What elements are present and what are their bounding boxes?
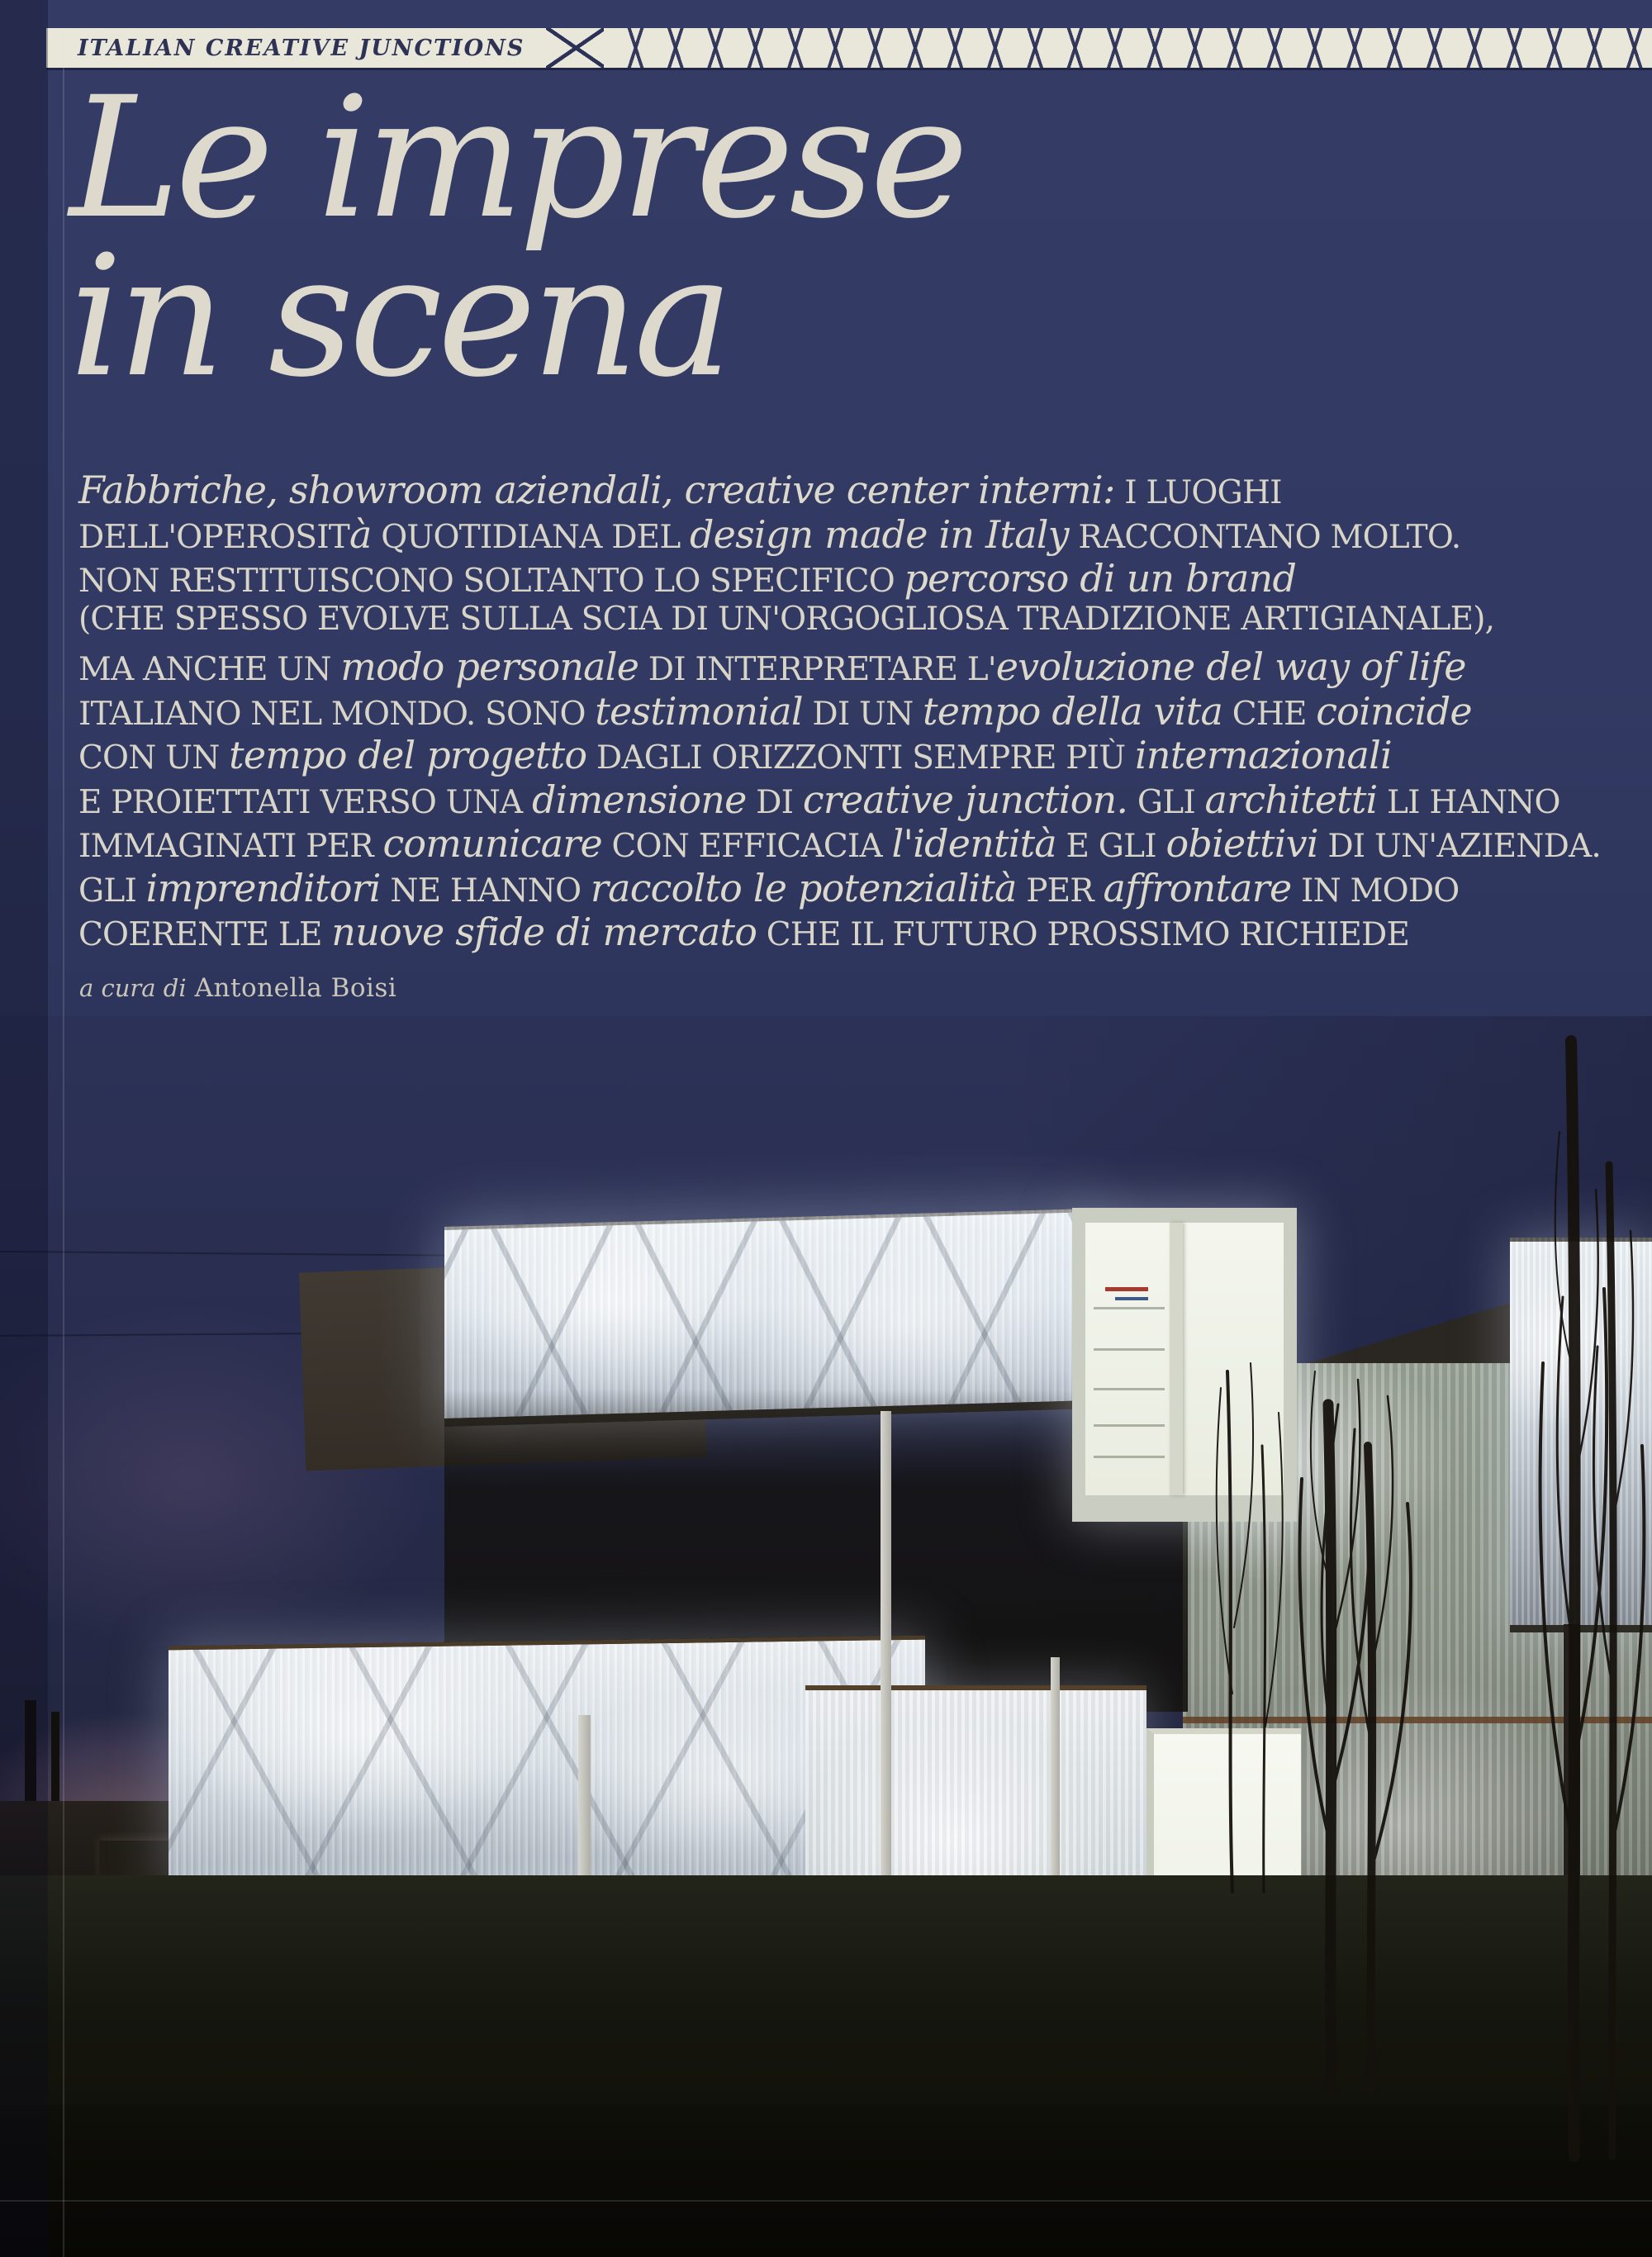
paragraph-line bbox=[78, 866, 1652, 910]
paragraph-segment: LI HANNO bbox=[1377, 783, 1560, 821]
paragraph-segment: nuove sfide di mercato bbox=[331, 910, 757, 954]
paragraph-segment: percorso di un brand bbox=[904, 556, 1297, 601]
paragraph-segment: E PROIETTATI VERSO UNA bbox=[78, 783, 533, 821]
paragraph-segment: DI bbox=[746, 783, 803, 821]
paragraph-segment: CHE bbox=[1222, 695, 1317, 733]
paragraph-segment: CON EFFICACIA bbox=[601, 828, 892, 865]
building-photo bbox=[0, 1016, 1652, 2257]
paragraph-segment: DI UN bbox=[802, 695, 923, 733]
paragraph-segment: raccolto le potenzialità bbox=[590, 865, 1017, 910]
byline bbox=[79, 973, 396, 1003]
paragraph-segment: architetti bbox=[1204, 777, 1378, 822]
paragraph-segment: ITALIANO NEL MONDO. SONO bbox=[78, 695, 596, 733]
paragraph-segment: internazionali bbox=[1134, 733, 1392, 777]
article-title-line1: Le imprese bbox=[69, 60, 964, 255]
paragraph-line bbox=[78, 777, 1652, 822]
section-header-label: ITALIAN CREATIVE JUNCTIONS bbox=[78, 35, 525, 61]
paragraph-segment: imprenditori bbox=[145, 865, 381, 910]
paragraph-line bbox=[78, 601, 1652, 645]
paragraph-line bbox=[78, 556, 1652, 601]
paragraph-segment: I LUOGHI bbox=[1114, 474, 1282, 511]
byline-name: Antonella Boisi bbox=[194, 973, 397, 1003]
paragraph-segment: DELL'OPEROSIT bbox=[78, 518, 350, 556]
paragraph-segment: E GLI bbox=[1056, 828, 1166, 865]
page-crease-line bbox=[63, 30, 64, 2257]
paragraph-segment: GLI bbox=[78, 872, 146, 910]
paragraph-segment: NE HANNO bbox=[380, 872, 591, 910]
paragraph-segment: CON UN bbox=[78, 739, 230, 777]
paragraph-segment: Fabbriche, showroom aziendali, creative center interni: bbox=[78, 468, 1115, 512]
scan-line bbox=[0, 2200, 1652, 2202]
article-title bbox=[69, 60, 964, 414]
paragraph-line bbox=[78, 910, 1652, 954]
paragraph-segment: evoluzione del way of life bbox=[995, 644, 1466, 689]
paragraph-segment: tempo della vita bbox=[923, 688, 1223, 734]
paragraph-segment: obiettivi bbox=[1165, 821, 1318, 866]
paragraph-segment: creative junction. bbox=[802, 777, 1128, 822]
page-edge-shading bbox=[0, 0, 48, 2257]
paragraph-segment: l'identità bbox=[891, 821, 1056, 866]
paragraph-segment: modo personale bbox=[340, 644, 639, 689]
paragraph-segment: DAGLI ORIZZONTI SEMPRE PIÙ bbox=[586, 739, 1135, 777]
paragraph-segment: PER bbox=[1016, 872, 1104, 910]
paragraph-line bbox=[78, 689, 1652, 734]
paragraph-segment: QUOTIDIANA DEL bbox=[371, 518, 691, 556]
paragraph-segment: NON RESTITUISCONO SOLTANTO LO SPECIFICO bbox=[78, 563, 904, 600]
paragraph-segment: affrontare bbox=[1103, 865, 1292, 910]
paragraph-segment: (CHE SPESSO EVOLVE SULLA SCIA DI UN'ORGOGLIOSA TRADIZIONE ARTIGIANALE), bbox=[78, 600, 1495, 638]
paragraph-segment: RACCONTANO MOLTO. bbox=[1068, 518, 1461, 556]
paragraph-segment: IN MODO bbox=[1291, 872, 1460, 910]
paragraph-segment: CHE IL FUTURO PROSSIMO RICHIEDE bbox=[757, 916, 1410, 953]
paragraph-segment: DI UN'AZIENDA. bbox=[1317, 828, 1602, 865]
paragraph-segment: GLI bbox=[1127, 783, 1205, 821]
paragraph-line bbox=[78, 821, 1652, 866]
paragraph-line bbox=[78, 512, 1652, 557]
paragraph-segment: MA ANCHE UN bbox=[78, 651, 341, 688]
paragraph-segment: testimonial bbox=[595, 688, 803, 734]
article-title-line2: in scena bbox=[69, 218, 729, 414]
paragraph-segment: DI INTERPRETARE L' bbox=[638, 651, 996, 688]
paragraph-segment: COERENTE LE bbox=[78, 916, 332, 953]
paragraph-segment: à bbox=[349, 511, 372, 557]
paragraph-segment: tempo del progetto bbox=[229, 733, 587, 777]
paragraph-line bbox=[78, 468, 1652, 512]
paragraph-line bbox=[78, 733, 1652, 777]
paragraph-segment: comunicare bbox=[382, 821, 602, 866]
paragraph-segment: dimensione bbox=[532, 777, 747, 822]
paragraph-line bbox=[78, 644, 1652, 689]
paragraph-segment: design made in Italy bbox=[690, 511, 1069, 557]
bare-trees bbox=[0, 1016, 1652, 2257]
paragraph-segment: coincide bbox=[1316, 688, 1472, 734]
paragraph-segment: IMMAGINATI PER bbox=[78, 828, 383, 865]
intro-paragraph bbox=[78, 468, 1652, 954]
byline-prefix: a cura di bbox=[79, 974, 187, 1002]
